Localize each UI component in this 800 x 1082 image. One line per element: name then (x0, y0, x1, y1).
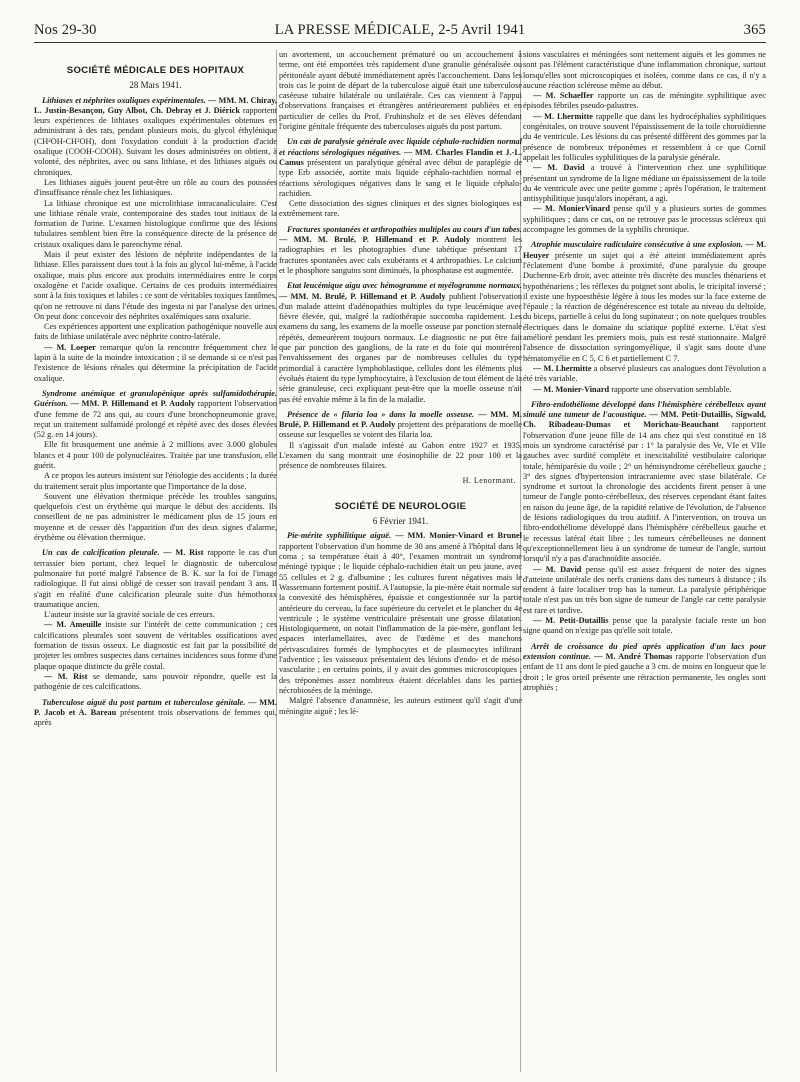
article-authors: — MM. P. Jacob et A. Bareau (34, 697, 277, 717)
discussant: — M. Loeper (44, 342, 96, 352)
discussion-text: a observé plusieurs cas analogues dont l'évolution a été très variable. (523, 363, 766, 384)
article-authors: — MM. P. Hillemand et P. Audoly (70, 399, 195, 409)
paragraph: Malgré l'absence d'anamnèse, les auteurs estiment qu'il s'agit d'une méningite aiguë ; les lé- (279, 696, 522, 716)
paragraph-continued: sions vasculaires et méningées sont nettement aiguës et les gommes ne sont pas l'élément caractéristique d'une inflammation chronique, surtout lorsqu'elles sont microscopiques et isolées, comme dans ce cas, il n'y a aucune réaction scléreuse même au début. (523, 50, 766, 90)
page-number: 365 (743, 22, 766, 38)
article-title: Un cas de calcification pleurale. (42, 548, 160, 558)
article-text: rapportent l'observation d'un homme de 30 ans amené à l'hôpital dans le coma ; sa température était à 40°, l'examen montrait un syndrome méningé typique ; le liquide céphalo-rachidien était un peu jaune, avec 55 cellules et 2 g. d'albumine ; les cultures furent négatives mais le Wassermann fortement positif. A l'autopsie, la pie-mère était normale sur la convexité des hémisphères, épaissie et congestionnée sur la partie antérieure du cerveau, la face supérieure du cervelet et le plancher du 4e ventricule ; le système ventriculaire présentait une grosse dilatation. Histologiquement, on notait l'inflammation de la pie-mère, gonflant les espaces interlamellaires, avec de l'œdème et des manchons périvasculaires formés de lymphocytes et de plasmocytes infiltrant l'adventice ; les vaisseaux présentaient des lésions d'endo- et de méso-vascularite ; en certains points, il y avait des gommes microscopiques ; des tréponèmes assez nombreux étaient décelables dans les parties nécrobiosées de la méninge. (279, 541, 522, 695)
column-2 (279, 50, 522, 1072)
discussion-paragraph (34, 620, 277, 671)
discussion-paragraph (523, 565, 766, 616)
section-title: SOCIÉTÉ MÉDICALE DES HOPITAUX (66, 65, 245, 76)
article-heading (279, 137, 522, 199)
section-date: 6 Février 1941. (372, 516, 429, 527)
discussion-text: remarque qu'on la rencontre fréquemment chez le lapin à la suite de la moindre intoxication ; il se demande si ce n'est pas l'existence de lésions rénales qui détermine la précipitation de l'acide oxalique. (34, 342, 277, 383)
article-heading (279, 225, 522, 276)
article-authors: — MM. Charles Flandin et J.-L. Camus (279, 147, 522, 167)
discussion-text: se demande, sans pouvoir répondre, quelle est la pathogénie de ces calcifications. (34, 671, 277, 692)
article-heading (279, 281, 522, 405)
paragraph: L'auteur insiste sur la gravité sociale de ces erreurs. (44, 610, 215, 620)
section-date: 28 Mars 1941. (129, 80, 182, 91)
article-heading (523, 400, 766, 565)
discussant: — M. MonierVinard (533, 204, 610, 214)
paragraph: Les lithiases aiguës jouent peut-être un rôle au cours des poussées d'insuffisance rénale chez les lithiasiques. (34, 177, 277, 198)
discussion-text: pense qu'il y a plusieurs sortes de gommes syphilitiques ; dans ce cas, on ne retrouve pas le processus scléreux qui accompagne les gommes de la syphilis chronique. (523, 204, 766, 235)
article-authors: — MM. Petit-Dutaillis, Sigwald, Ch. Ribadeau-Dumas et Morichau-Beauchant (523, 410, 766, 430)
discussion-text: insiste sur l'intérêt de cette communication ; ces calcifications pleurales sont souvent de véritables ossifications avec formation de tissus osseux. Le diagnostic est fait par la possibilité de projeter les ombres suspectes dans certaines incidences sous forme d'une plaque opaque distincte du grêle costal. (34, 620, 277, 671)
issue-number: Nos 29-30 (34, 22, 97, 38)
article-title: Arrêt de croissance du pied après application d'un lacs pour extension continue. (523, 641, 766, 661)
article-text: présentent un paralytique général avec début de paraplégie de type Erb associée, aortite mais liquide céphalo-rachidien normal et réactions sérologiques négatives dans le sang et le liquide céphalo-rachidien. (279, 157, 522, 198)
article-heading (34, 389, 277, 440)
paragraph: La lithiase chronique est une microlithiase intracanaliculaire. C'est une lithiase rénale vraie, contemporaine des stades tout initiaux de la formation de l'urine. L'examen histologique confirme que des lésions tubulaires semblent bien être la conséquence directe de la présence de cristaux oxaliques dans le parenchyme rénal. (34, 198, 277, 249)
discussion-paragraph (523, 91, 766, 112)
article-authors: — M. Heuyer (523, 240, 766, 260)
column-3 (523, 50, 766, 1072)
discussion-paragraph (523, 385, 766, 395)
discussion-paragraph (34, 672, 277, 693)
discussant: — M. Lhermitte (533, 111, 593, 121)
discussion-paragraph (523, 112, 766, 163)
paragraph: Il s'agissait d'un malade infesté au Gabon entre 1927 et 1935. L'examen du sang montrait une éosinophilie de 22 pour 100 et la présence de nombreuses filaires. (279, 440, 522, 471)
discussion-text: rappelle que dans les hydrocéphalies syphilitiques congénitales, on trouve souvent l'épaississement de la toile choroïdienne du 4e ventricule. Les lésions du cas présenté diffèrent des gommes par la présence de nombreux tréponèmes et ressemblent à ce que Cornil appelait les follicules syphilitiques de la paralysie générale. (523, 111, 766, 162)
article-title: Pie-mérite syphilitique aiguë. (287, 531, 392, 541)
article-heading (279, 410, 522, 441)
paragraph: Mais il peut exister des lésions de néphrite indépendantes de la lithiase. Elles paraissent dues tout à la fois au glycol lui-même, à l'acide oxalique, mais plus encore aux produits intermédiaires entre le corps oxalogène et l'acide oxalique. Certains de ces produits intermédiaires sont à la fois toxiques et labiles : ce sont de véritables toxiques fantômes, qu'on ne retrouve ni dans l'étude des ingesta ni par l'analyse des urines. On peut donc concevoir des néphrites oxalémiques sans oxalurie. (34, 250, 277, 321)
discussion-text: pense qu'il est assez fréquent de noter des signes d'atteinte unilatérale des nerfs craniens dans des tumeurs à distance ; ils tendent à faire localiser trop bas la tumeur. La paralysie périphérique totale n'est pas un très bon signe de tumeur de l'angle car cette paralysie est rare et tardive. (523, 564, 766, 615)
discussant: — M. Monier-Vinard (533, 384, 610, 394)
article-heading (34, 96, 277, 178)
article-title: Présence de « filaria loa » dans la moelle osseuse. (287, 409, 475, 419)
discussion-paragraph (523, 204, 766, 235)
article-text: présente un sujet qui a été atteint immédiatement après l'éclatement d'une bombe à proximité, d'une paralysie du groupe Duchenne-Erb droit, avec atteinte très discrète des muscles thénariens et hypothénariens ; les réflexes du poignet sont abolis, le tricipital inversé ; il existe une hypoesthésie légère à tous les modes sur la face externe de l'épaule ; la réaction de dégénérescence est totale au niveau du deltoïde, du biceps, partielle à celui du long supinateur ; on note quelques troubles électriques dans le domaine du sciatique poplité externe. L'état s'est amélioré pendant les premiers mois, puis est resté stationnaire. Malgré l'absence de dissociation syringomyélique, il s'agit sans doute d'une hématomyélie en C 5, C 6 et partiellement C 7. (523, 250, 766, 363)
article-heading (279, 531, 522, 696)
discussant: — M. Rist (44, 671, 88, 681)
article-title: Atrophie musculaire radiculaire consécutive à une explosion. (531, 240, 743, 250)
article-authors: — MM. M. Chiray, L. Justin-Besançon, Guy Albot, Ch. Debray et J. Diérick (34, 95, 277, 115)
discussant: — M. Lhermitte (533, 363, 592, 373)
discussion-text: rapporte un cas de méningite syphilitique avec épisodes fébriles pseudo-palustres. (523, 91, 766, 111)
paragraph: A ce propos les auteurs insistent sur l'étiologie des accidents ; la durée du traitement serait plus importante que l'importance de la dose. (34, 471, 277, 491)
article-authors: — MM. Monier-Vinard et Brunel (395, 531, 522, 541)
discussant: — M. Petit-Dutaillis (533, 616, 609, 626)
article-heading (34, 698, 277, 729)
article-text: projettent des préparations de moelle osseuse sur lesquelles se voient des filaria loa. (279, 420, 522, 440)
journal-title: LA PRESSE MÉDICALE, 2-5 Avril 1941 (274, 22, 526, 38)
discussant: — M. Schaeffer (533, 91, 594, 101)
discussion-paragraph (523, 364, 766, 385)
article-heading (523, 240, 766, 364)
paragraph: Souvent une élévation thermique précède les troubles sanguins, quelquefois c'est un érythème qui marque le début des accidents. Ils conseillent de ne pas administrer le médicament plus de 15 jours en moyenne et de cesser dès l'apparition d'un des deux signes d'alarme, érythème ou élévation thermique. (34, 491, 277, 543)
article-text: rapporte l'observation d'un enfant de 11 ans dont le pied gauche a 3 cm. de moins en longueur que le droit ; le gros orteil présente une rétraction permanente, les ongles sont atrophiés ; (523, 651, 766, 692)
article-authors: — MM. M. Brulé, P. Hillemand et P. Audoly (279, 235, 470, 245)
article-heading (34, 548, 277, 610)
column-1 (34, 50, 277, 1072)
article-title: Etat leucémique aigu avec hémogramme et myélogramme normaux. (287, 281, 522, 291)
article-text: rapporte le cas d'un terrassier bien portant, chez lequel le diagnostic de tuberculose pulmonaire fut porté malgré l'absence de B. K. sur la foi de l'image radiologique. Il fut ainsi obligé de cesser son travail pendant 3 ans. Il s'agit en réalité d'une calcification pleurale suite d'un hémothorax traumatique ancien. (34, 548, 277, 609)
article-authors: — MM. M. Brulé, P. Hillemand et P. Audoly (279, 409, 522, 430)
article-heading (523, 642, 766, 693)
paragraph: Elle fit brusquement une anémie à 2 millions avec 3.000 globules blancs et 4 pour 100 de polynucléaires. Traitée par une transfusion, elle guérit. (34, 440, 277, 470)
paragraph: Ces expériences apportent une explication pathogénique nouvelle aux faits de lithiase unilatérale avec néphrite contro-latérale. (34, 322, 277, 342)
article-authors: — MM. M. Brulé, P. Hillemand et P. Audoly (279, 291, 446, 301)
article-authors: — M. André Thomas (594, 651, 673, 661)
article-title: Syndrome anémique et granulopénique après sulfamidothérapie. Guérison. (34, 388, 277, 409)
article-text: publient l'observation d'un malade atteint d'adénopathies multiples du type leucémique avec fièvre élevée, qui, malgré la radiothérapie succomba rapidement. Les examens du sang, les examens de la moelle osseuse par ponction sternale répétés, demeurèrent toujours normaux. Le diagnostic ne put être fait que par ponction des ganglions, de la rate et du foie qui montrèrent l'envahissement des organes par de nombreuses cellules du type primordial à caractère lymphoblastique, cellules dont les éléments plus évolués étaient du type lymphocytaire, à l'exclusion de tout élément de la série granuleuse, ceci expliquant peut-être que la moelle osseuse n'ait pas été envahie même à la fin de la maladie. (279, 291, 522, 404)
page-header (34, 22, 766, 43)
discussant: — M. Ameuille (44, 620, 102, 630)
discussion-paragraph (523, 163, 766, 204)
article-text: rapportent l'observation d'une jeune fille de 14 ans chez qui s'est constitué en 18 mois un syndrome caractérisé par : 1° la paralysie des Ve, VIe et VIIe gauches avec surdité complète et inexcitabilité vestibulaire calorique totale, hémiparésie du voile ; 2° un hémisyndrome cérébelleux gauche ; 3° des signes d'hypertension intracranienne avec stase bilatérale. Ce syndrome et surtout la chronologie des accidents firent penser à une tumeur de l'angle ponto-cérébelleux, des réserves cependant étant faites en raison du jeune âge, de la rapidité relative de l'évolution, de l'absence de lésions radiologiques du trou auditif. A l'intervention, on trouva un fibro-endothéliome développé dans l'hémisphère cérébelleux gauche et le recessus latéral était libre ; les tumeurs cérébelleuses ne donnent qu'exceptionnellement lieu à un syndrome de tumeur de l'angle, surtout lorsqu'il n'y a pas d'arachnoïdite associée. (523, 420, 766, 564)
article-text: présentent trois observations de femmes qui, après (34, 707, 277, 728)
discussion-text: rapporte une observation semblable. (611, 384, 732, 394)
paragraph: Cette dissociation des signes cliniques et des signes biologiques est extrêmement rare. (279, 199, 522, 219)
article-title: Fractures spontanées et arthropathies multiples au cours d'un tabes. (287, 224, 522, 234)
paragraph-continued: un avortement, un accouchement prématuré ou un accouchement à terme, ont été emportées très rapidement d'une granulie généralisée ou péritonéale ayant débuté immédiatement après l'accouchement. Dans les trois cas le point de départ de la tuberculose aiguë était une tuberculose caséeuse tubaire bilatérale ou unilatérale. Ces cas viennent à l'appui d'observations françaises et étrangères antérieurement publiées et en particulier de celles du Prof. Fruhinsholz et de ses élèves défendant l'origine génitale fréquente des tuberculoses aiguës du post partum. (279, 50, 522, 132)
discussion-text: a trouvé à l'intervention chez une syphilitique présentant un syndrome de la ligne médiane un épaississement de la toile du 4e ventricule avec une petite gomme ; après l'opération, le traitement antisyphilitique jusqu'alors inopérant, a agi. (523, 163, 766, 204)
discussion-text: pense que la paralysie faciale reste un bon signe quand on n'exige pas qu'elle soit totale. (523, 616, 766, 636)
article-title: Fibro-endothéliome développé dans l'hémisphère cérébelleux ayant simulé une tumeur de l'acoustique. (523, 399, 766, 420)
section-title: SOCIÉTÉ DE NEUROLOGIE (334, 500, 467, 512)
signature: H. Lenormant. (462, 475, 516, 485)
article-title: Un cas de paralysie générale avec liquide céphalo-rachidien normal et réactions sérologiques négatives. (279, 137, 522, 157)
discussion-paragraph (523, 616, 766, 637)
article-authors: — M. Rist (163, 548, 204, 558)
article-title: Tuberculose aiguë du post partum et tuberculose génitale. (42, 697, 246, 707)
discussion-paragraph (34, 343, 277, 384)
article-text: rapportent l'observation d'une femme de 72 ans qui, au cours d'une bronchopneumonie grave, reçut un traitement sulfamidé prolongé et répété avec des doses élevées (52 g. en 14 jours). (34, 399, 277, 440)
discussant: — M. David (533, 163, 585, 173)
article-text: rapportent leurs expériences de lithiases oxaliques expérimentales obtenues en administrant à des rats, pendant plusieurs mois, du glycol éthylénique (CH²OH-CH²OH), dont l'oxydation conduit à la production d'acide oxalique (COOH-COOH). Suivant les doses administrées on obtient, à volonté, des néphrites, avec ou sans lithiase, et des lithiases aiguës ou chroniques. (34, 105, 277, 177)
article-title: Lithiases et néphrites oxaliques expérimentales. (42, 95, 206, 105)
discussant: — M. David (533, 564, 582, 574)
article-text: montrent les radiographies et les photographies d'une tabétique présentant 17 fractures spontanées avec cals exubérants et 4 arthropathies. Le calcium et le phosphore sanguins sont diminués, la phosphatase est augmentée. (279, 235, 522, 275)
